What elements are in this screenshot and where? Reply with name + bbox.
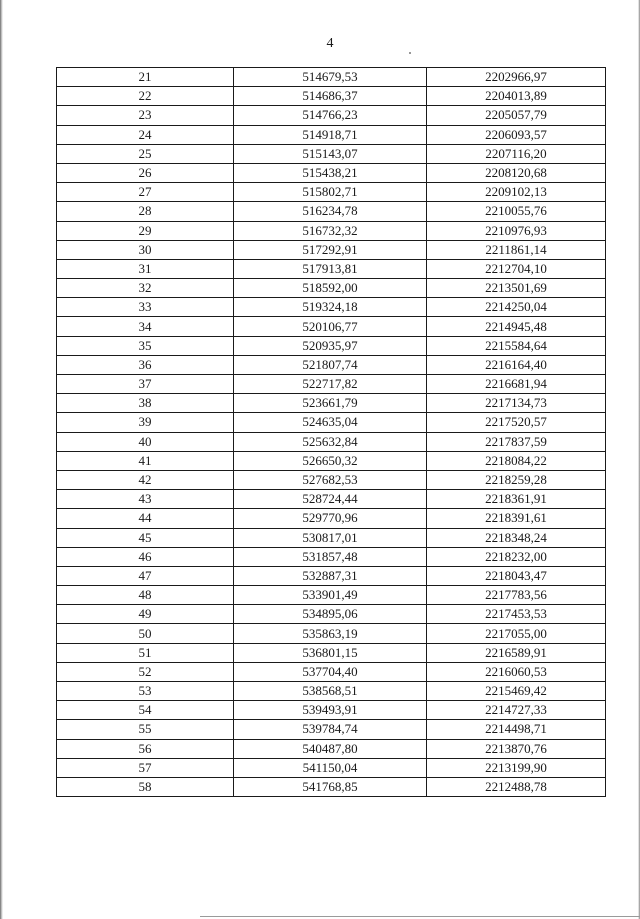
table-row xyxy=(57,586,606,605)
x-coordinate-cell: 540487,80 xyxy=(234,739,427,758)
table-row xyxy=(57,375,606,394)
y-coordinate-cell: 2216164,40 xyxy=(427,355,606,374)
x-coordinate-cell: 524635,04 xyxy=(234,413,427,432)
x-coordinate-cell: 537704,40 xyxy=(234,662,427,681)
x-coordinate-cell: 541768,85 xyxy=(234,777,427,796)
point-number-cell: 36 xyxy=(57,355,234,374)
y-coordinate-cell: 2216589,91 xyxy=(427,643,606,662)
y-coordinate-cell: 2215469,42 xyxy=(427,682,606,701)
x-coordinate-cell: 532887,31 xyxy=(234,566,427,585)
table-row xyxy=(57,682,606,701)
table-row xyxy=(57,777,606,796)
y-coordinate-cell: 2214727,33 xyxy=(427,701,606,720)
point-number-cell: 43 xyxy=(57,490,234,509)
y-coordinate-cell: 2218232,00 xyxy=(427,547,606,566)
y-coordinate-cell: 2214250,04 xyxy=(427,298,606,317)
table-row xyxy=(57,451,606,470)
y-coordinate-cell: 2217134,73 xyxy=(427,394,606,413)
point-number-cell: 24 xyxy=(57,125,234,144)
x-coordinate-cell: 530817,01 xyxy=(234,528,427,547)
x-coordinate-cell: 526650,32 xyxy=(234,451,427,470)
point-number-cell: 31 xyxy=(57,259,234,278)
x-coordinate-cell: 535863,19 xyxy=(234,624,427,643)
y-coordinate-cell: 2202966,97 xyxy=(427,68,606,87)
table-row xyxy=(57,739,606,758)
scan-speck xyxy=(409,52,411,54)
y-coordinate-cell: 2218348,24 xyxy=(427,528,606,547)
table-row xyxy=(57,413,606,432)
x-coordinate-cell: 539493,91 xyxy=(234,701,427,720)
coordinates-table xyxy=(56,67,606,797)
table-row xyxy=(57,183,606,202)
table-row xyxy=(57,221,606,240)
x-coordinate-cell: 516732,32 xyxy=(234,221,427,240)
x-coordinate-cell: 519324,18 xyxy=(234,298,427,317)
point-number-cell: 38 xyxy=(57,394,234,413)
point-number-cell: 58 xyxy=(57,777,234,796)
x-coordinate-cell: 522717,82 xyxy=(234,375,427,394)
point-number-cell: 51 xyxy=(57,643,234,662)
table-row xyxy=(57,432,606,451)
table-row xyxy=(57,394,606,413)
x-coordinate-cell: 536801,15 xyxy=(234,643,427,662)
x-coordinate-cell: 534895,06 xyxy=(234,605,427,624)
y-coordinate-cell: 2217783,56 xyxy=(427,586,606,605)
point-number-cell: 48 xyxy=(57,586,234,605)
y-coordinate-cell: 2218259,28 xyxy=(427,470,606,489)
x-coordinate-cell: 515438,21 xyxy=(234,163,427,182)
table-row xyxy=(57,68,606,87)
table-row xyxy=(57,240,606,259)
x-coordinate-cell: 521807,74 xyxy=(234,355,427,374)
y-coordinate-cell: 2210976,93 xyxy=(427,221,606,240)
y-coordinate-cell: 2218391,61 xyxy=(427,509,606,528)
x-coordinate-cell: 516234,78 xyxy=(234,202,427,221)
x-coordinate-cell: 528724,44 xyxy=(234,490,427,509)
point-number-cell: 21 xyxy=(57,68,234,87)
table-row xyxy=(57,87,606,106)
x-coordinate-cell: 518592,00 xyxy=(234,279,427,298)
point-number-cell: 39 xyxy=(57,413,234,432)
point-number-cell: 32 xyxy=(57,279,234,298)
table-row xyxy=(57,355,606,374)
x-coordinate-cell: 515802,71 xyxy=(234,183,427,202)
y-coordinate-cell: 2205057,79 xyxy=(427,106,606,125)
coordinates-table-body xyxy=(57,68,606,797)
table-row xyxy=(57,279,606,298)
point-number-cell: 46 xyxy=(57,547,234,566)
y-coordinate-cell: 2218084,22 xyxy=(427,451,606,470)
y-coordinate-cell: 2218043,47 xyxy=(427,566,606,585)
x-coordinate-cell: 515143,07 xyxy=(234,144,427,163)
table-row xyxy=(57,509,606,528)
point-number-cell: 35 xyxy=(57,336,234,355)
x-coordinate-cell: 514679,53 xyxy=(234,68,427,87)
y-coordinate-cell: 2216681,94 xyxy=(427,375,606,394)
point-number-cell: 23 xyxy=(57,106,234,125)
x-coordinate-cell: 514766,23 xyxy=(234,106,427,125)
point-number-cell: 25 xyxy=(57,144,234,163)
scan-edge-bottom xyxy=(200,916,640,917)
y-coordinate-cell: 2212488,78 xyxy=(427,777,606,796)
table-row xyxy=(57,758,606,777)
table-row xyxy=(57,547,606,566)
x-coordinate-cell: 523661,79 xyxy=(234,394,427,413)
table-row xyxy=(57,701,606,720)
table-row xyxy=(57,298,606,317)
point-number-cell: 47 xyxy=(57,566,234,585)
point-number-cell: 33 xyxy=(57,298,234,317)
point-number-cell: 29 xyxy=(57,221,234,240)
x-coordinate-cell: 541150,04 xyxy=(234,758,427,777)
point-number-cell: 40 xyxy=(57,432,234,451)
table-row xyxy=(57,163,606,182)
table-row xyxy=(57,643,606,662)
table-row xyxy=(57,662,606,681)
x-coordinate-cell: 527682,53 xyxy=(234,470,427,489)
point-number-cell: 30 xyxy=(57,240,234,259)
table-row xyxy=(57,624,606,643)
point-number-cell: 53 xyxy=(57,682,234,701)
point-number-cell: 55 xyxy=(57,720,234,739)
x-coordinate-cell: 539784,74 xyxy=(234,720,427,739)
y-coordinate-cell: 2208120,68 xyxy=(427,163,606,182)
point-number-cell: 44 xyxy=(57,509,234,528)
point-number-cell: 28 xyxy=(57,202,234,221)
table-row xyxy=(57,528,606,547)
x-coordinate-cell: 531857,48 xyxy=(234,547,427,566)
table-row xyxy=(57,490,606,509)
y-coordinate-cell: 2217055,00 xyxy=(427,624,606,643)
y-coordinate-cell: 2217453,53 xyxy=(427,605,606,624)
point-number-cell: 37 xyxy=(57,375,234,394)
y-coordinate-cell: 2207116,20 xyxy=(427,144,606,163)
table-row xyxy=(57,605,606,624)
y-coordinate-cell: 2210055,76 xyxy=(427,202,606,221)
x-coordinate-cell: 514918,71 xyxy=(234,125,427,144)
point-number-cell: 56 xyxy=(57,739,234,758)
point-number-cell: 49 xyxy=(57,605,234,624)
y-coordinate-cell: 2217520,57 xyxy=(427,413,606,432)
x-coordinate-cell: 517292,91 xyxy=(234,240,427,259)
scan-edge-left xyxy=(0,0,3,919)
x-coordinate-cell: 525632,84 xyxy=(234,432,427,451)
x-coordinate-cell: 529770,96 xyxy=(234,509,427,528)
y-coordinate-cell: 2217837,59 xyxy=(427,432,606,451)
x-coordinate-cell: 533901,49 xyxy=(234,586,427,605)
y-coordinate-cell: 2204013,89 xyxy=(427,87,606,106)
point-number-cell: 27 xyxy=(57,183,234,202)
y-coordinate-cell: 2214945,48 xyxy=(427,317,606,336)
table-row xyxy=(57,125,606,144)
x-coordinate-cell: 520106,77 xyxy=(234,317,427,336)
y-coordinate-cell: 2209102,13 xyxy=(427,183,606,202)
y-coordinate-cell: 2213870,76 xyxy=(427,739,606,758)
table-row xyxy=(57,144,606,163)
y-coordinate-cell: 2218361,91 xyxy=(427,490,606,509)
table-row xyxy=(57,720,606,739)
point-number-cell: 22 xyxy=(57,87,234,106)
table-row xyxy=(57,259,606,278)
y-coordinate-cell: 2213501,69 xyxy=(427,279,606,298)
x-coordinate-cell: 517913,81 xyxy=(234,259,427,278)
x-coordinate-cell: 514686,37 xyxy=(234,87,427,106)
point-number-cell: 52 xyxy=(57,662,234,681)
point-number-cell: 41 xyxy=(57,451,234,470)
point-number-cell: 42 xyxy=(57,470,234,489)
point-number-cell: 57 xyxy=(57,758,234,777)
y-coordinate-cell: 2206093,57 xyxy=(427,125,606,144)
y-coordinate-cell: 2211861,14 xyxy=(427,240,606,259)
table-row xyxy=(57,202,606,221)
table-row xyxy=(57,317,606,336)
y-coordinate-cell: 2216060,53 xyxy=(427,662,606,681)
point-number-cell: 54 xyxy=(57,701,234,720)
point-number-cell: 50 xyxy=(57,624,234,643)
table-row xyxy=(57,106,606,125)
y-coordinate-cell: 2213199,90 xyxy=(427,758,606,777)
table-row xyxy=(57,566,606,585)
table-row xyxy=(57,470,606,489)
y-coordinate-cell: 2212704,10 xyxy=(427,259,606,278)
table-row xyxy=(57,336,606,355)
y-coordinate-cell: 2215584,64 xyxy=(427,336,606,355)
point-number-cell: 34 xyxy=(57,317,234,336)
x-coordinate-cell: 520935,97 xyxy=(234,336,427,355)
page-number: 4 xyxy=(326,36,334,51)
point-number-cell: 45 xyxy=(57,528,234,547)
point-number-cell: 26 xyxy=(57,163,234,182)
x-coordinate-cell: 538568,51 xyxy=(234,682,427,701)
y-coordinate-cell: 2214498,71 xyxy=(427,720,606,739)
